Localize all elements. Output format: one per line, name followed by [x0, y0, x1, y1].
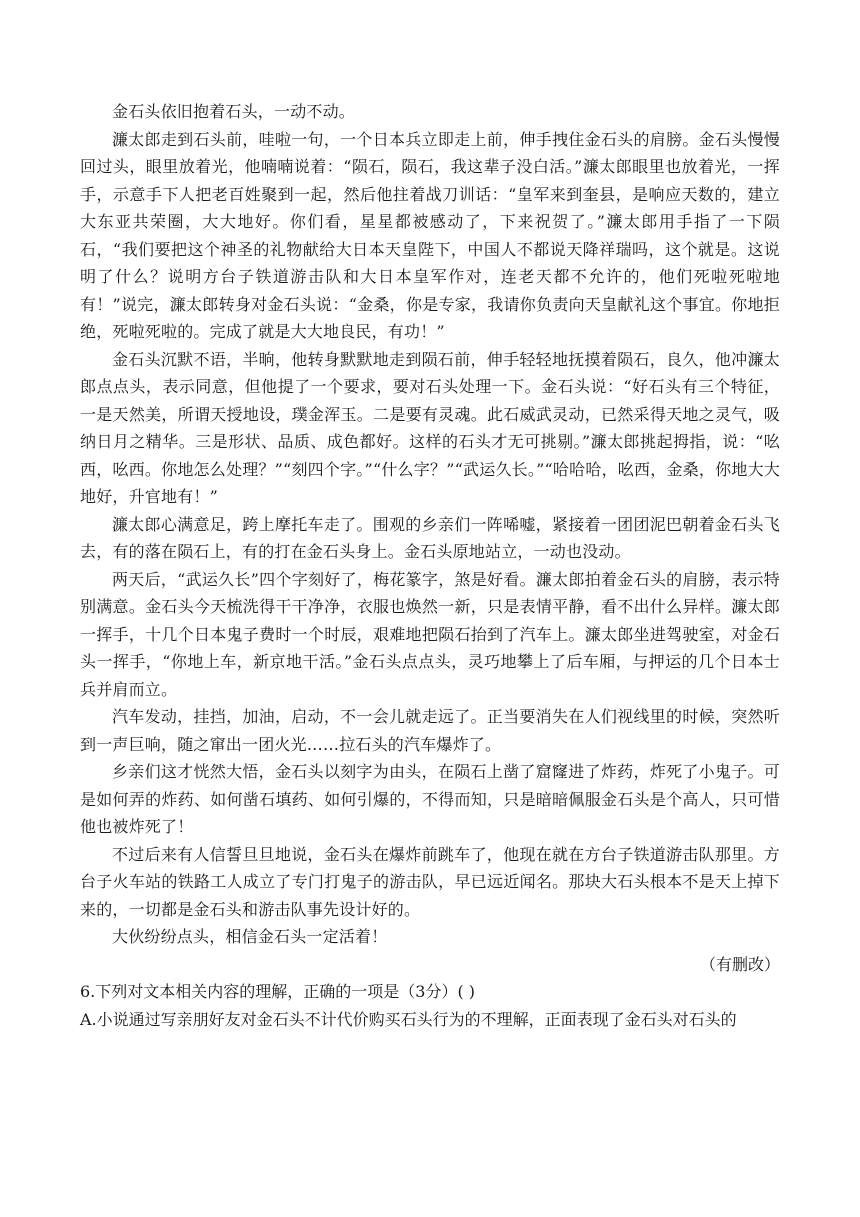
paragraph-7: 乡亲们这才恍然大悟，金石头以刻字为由头，在陨石上凿了窟窿进了炸药，炸死了小鬼子。可是如何弄的炸药、如何凿石填药、如何引爆的，不得而知，只是暗暗佩服金石头是个高人，只可惜他也被炸死了！: [80, 762, 780, 836]
paragraph-2: 濂太郎走到石头前，哇啦一句，一个日本兵立即走上前，伸手拽住金石头的肩膀。金石头慢慢回过头，眼里放着光，他喃喃说着：“陨石，陨石，我这辈子没白活。”濂太郎眼里也放着光，一挥手，示意手下人把老百姓聚到一起，然后他拄着战刀训话：“皇军来到奎县，是响应天数的，建立大东亚共荣圈，大大地好。你们看，星星都被感动了，下来祝贺了。”濂太郎用手指了一下陨石，“我们要把这个神圣的礼物献给大日本天皇陛下，中国人不都说天降祥瑞吗，这个就是。这说明了什么？说明方台子铁道游击队和大日本皇军作对，连老天都不允许的，他们死啦死啦地有！”说完，濂太郎转身对金石头说：“金桑，你是专家，我请你负责向天皇献礼这个事宜。你地拒绝，死啦死啦的。完成了就是大大地良民，有功！”: [80, 129, 780, 341]
paragraph-9: 大伙纷纷点头，相信金石头一定活着！: [112, 927, 388, 946]
paragraph-5: 两天后，“武运久长”四个字刻好了，梅花篆字，煞是好看。濂太郎拍着金石头的肩膀，表示特别满意。金石头今天梳洗得干干净净，衣服也焕然一新，只是表情平静，看不出什么异样。濂太郎一挥手，十几个日本鬼子费时一个时辰，艰难地把陨石抬到了汽车上。濂太郎坐进驾驶室，对金石头一挥手，“你地上车，新京地干活。”金石头点点头，灵巧地攀上了后车厢，与押运的几个日本士兵并肩而立。: [80, 569, 780, 699]
question-6: 6.下列对文本相关内容的理解，正确的一项是（3分）( ): [80, 982, 476, 1001]
paragraph-6: 汽车发动，挂挡，加油，启动，不一会儿就走远了。正当要消失在人们视线里的时候，突然听到一声巨响，随之窜出一团火光……拉石头的汽车爆炸了。: [80, 707, 780, 754]
option-a: A.小说通过写亲朋好友对金石头不计代价购买石头行为的不理解，正面表现了金石头对石头的: [80, 1009, 737, 1029]
source-note: （有删改）: [699, 954, 780, 974]
paragraph-1: 金石头依旧抱着石头，一动不动。: [112, 102, 356, 121]
paragraph-3: 金石头沉默不语，半晌，他转身默默地走到陨石前，伸手轻轻地抚摸着陨石，良久，他冲濂太郎点点头，表示同意，但他提了一个要求，要对石头处理一下。金石头说：“好石头有三个特征，一是天然美，所谓天授地设，璞金浑玉。二是要有灵魂。此石威武灵动，已然采得天地之灵气，吸纳日月之精华。三是形状、品质、成色都好。这样的石头才无可挑剔。”濂太郎挑起拇指，说：“吆西，吆西。你地怎么处理？”“刻四个字。”“什么字？”“武运久长。”“哈哈哈，吆西，金桑，你地大大地好，升官地有！”: [80, 349, 780, 506]
paragraph-4: 濂太郎心满意足，跨上摩托车走了。围观的乡亲们一阵唏嘘，紧接着一团团泥巴朝着金石头飞去，有的落在陨石上，有的打在金石头身上。金石头原地站立，一动也没动。: [80, 514, 780, 561]
paragraph-8: 不过后来有人信誓旦旦地说，金石头在爆炸前跳车了，他现在就在方台子铁道游击队那里。方台子火车站的铁路工人成立了专门打鬼子的游击队，早已远近闻名。那块大石头根本不是天上掉下来的，一切都是金石头和游击队事先设计好的。: [80, 844, 780, 919]
